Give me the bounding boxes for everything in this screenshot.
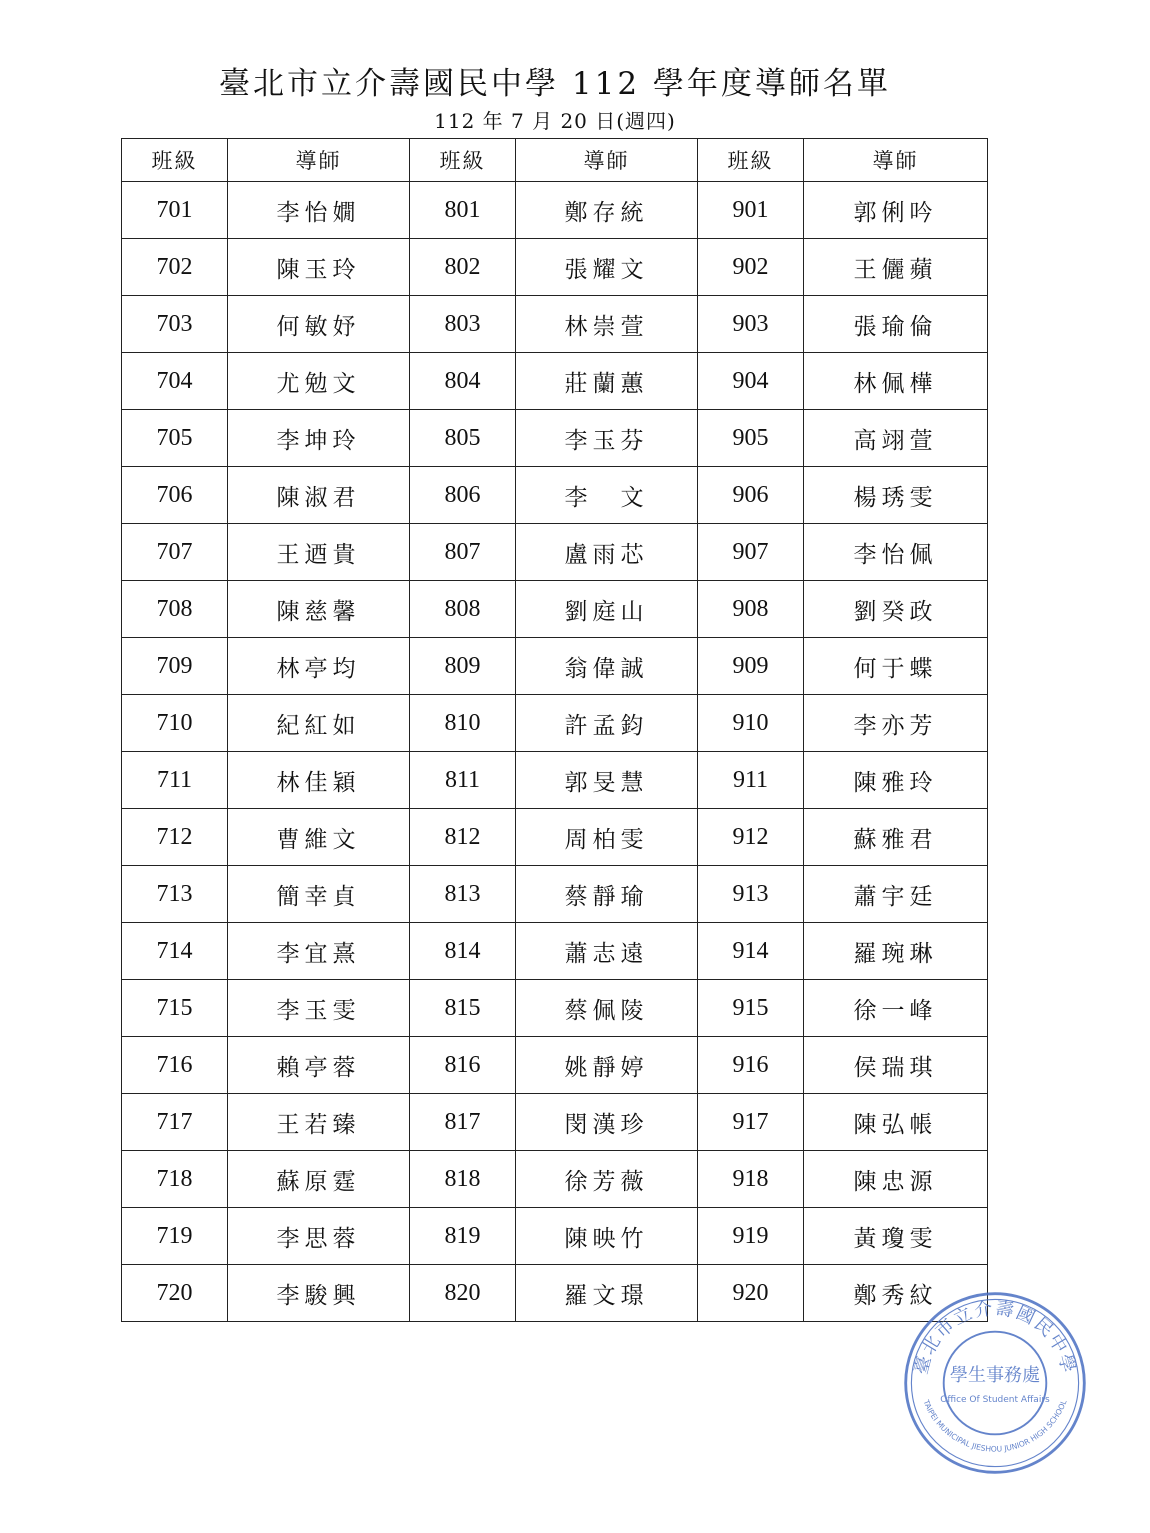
- teacher-name-cell: 王儷蘋: [804, 239, 988, 296]
- class-number-cell: 720: [122, 1265, 228, 1322]
- svg-text:TAIPEI MUNICIPAL JIESHOU JUNIO: [921, 1398, 1069, 1454]
- teacher-name-cell: 蘇原霆: [228, 1151, 410, 1208]
- class-number-cell: 805: [410, 410, 516, 467]
- class-number-cell: 707: [122, 524, 228, 581]
- table-body: [122, 182, 988, 1322]
- teacher-name-cell: 何于蝶: [804, 638, 988, 695]
- class-number-cell: 807: [410, 524, 516, 581]
- teacher-name-cell: 王迺貴: [228, 524, 410, 581]
- table-row: [122, 1037, 988, 1094]
- seal-office-english: Office Of Student Affairs: [940, 1395, 1050, 1405]
- teacher-name-cell: 簡幸貞: [228, 866, 410, 923]
- table-row: [122, 581, 988, 638]
- teacher-name-cell: 高翊萱: [804, 410, 988, 467]
- teacher-name-cell: 蕭志遠: [516, 923, 698, 980]
- class-number-cell: 814: [410, 923, 516, 980]
- class-number-cell: 812: [410, 809, 516, 866]
- class-number-cell: 904: [698, 353, 804, 410]
- seal-office-name: 學生事務處: [949, 1365, 1041, 1387]
- teacher-name-cell: 徐一峰: [804, 980, 988, 1037]
- class-number-cell: 813: [410, 866, 516, 923]
- table-row: [122, 1208, 988, 1265]
- teacher-name-cell: 王若臻: [228, 1094, 410, 1151]
- class-number-cell: 806: [410, 467, 516, 524]
- class-number-cell: 910: [698, 695, 804, 752]
- teacher-name-cell: 李亦芳: [804, 695, 988, 752]
- table-row: [122, 809, 988, 866]
- class-number-cell: 914: [698, 923, 804, 980]
- class-number-cell: 918: [698, 1151, 804, 1208]
- class-number-cell: 716: [122, 1037, 228, 1094]
- table-row: [122, 524, 988, 581]
- teacher-name-cell: 鄭秀紋: [804, 1265, 988, 1322]
- class-number-cell: 719: [122, 1208, 228, 1265]
- teacher-name-cell: 許孟鈞: [516, 695, 698, 752]
- teacher-name-cell: 林佩樺: [804, 353, 988, 410]
- class-number-cell: 706: [122, 467, 228, 524]
- table-row: [122, 923, 988, 980]
- class-number-cell: 708: [122, 581, 228, 638]
- teacher-name-cell: 李玉芬: [516, 410, 698, 467]
- class-number-cell: 809: [410, 638, 516, 695]
- class-number-cell: 913: [698, 866, 804, 923]
- class-number-cell: 803: [410, 296, 516, 353]
- teacher-name-cell: 林亭均: [228, 638, 410, 695]
- teacher-name-cell: 林佳穎: [228, 752, 410, 809]
- header-teacher-9: 導師: [804, 139, 988, 182]
- teacher-name-cell: 郭俐吟: [804, 182, 988, 239]
- teacher-name-cell: 紀紅如: [228, 695, 410, 752]
- teacher-name-cell: 劉癸政: [804, 581, 988, 638]
- header-class-9: 班級: [698, 139, 804, 182]
- header-teacher-8: 導師: [516, 139, 698, 182]
- teacher-name-cell: 尤勉文: [228, 353, 410, 410]
- table-row: [122, 638, 988, 695]
- class-number-cell: 816: [410, 1037, 516, 1094]
- teacher-name-cell: 侯瑞琪: [804, 1037, 988, 1094]
- class-number-cell: 715: [122, 980, 228, 1037]
- class-number-cell: 820: [410, 1265, 516, 1322]
- class-number-cell: 713: [122, 866, 228, 923]
- page-title: 臺北市立介壽國民中學 112 學年度導師名單: [219, 66, 891, 102]
- teacher-name-cell: 閔漢珍: [516, 1094, 698, 1151]
- header-class-8: 班級: [410, 139, 516, 182]
- class-number-cell: 915: [698, 980, 804, 1037]
- teacher-name-cell: 李宜熹: [228, 923, 410, 980]
- class-number-cell: 711: [122, 752, 228, 809]
- table-row: [122, 467, 988, 524]
- teacher-name-cell: 羅文璟: [516, 1265, 698, 1322]
- student-affairs-office-seal: [900, 1288, 1090, 1478]
- teacher-name-cell: 陳映竹: [516, 1208, 698, 1265]
- teacher-name-cell: 翁偉誠: [516, 638, 698, 695]
- class-number-cell: 917: [698, 1094, 804, 1151]
- class-number-cell: 712: [122, 809, 228, 866]
- class-number-cell: 714: [122, 923, 228, 980]
- teacher-name-cell: 張瑜倫: [804, 296, 988, 353]
- teacher-name-cell: 姚靜婷: [516, 1037, 698, 1094]
- class-number-cell: 804: [410, 353, 516, 410]
- teacher-name-cell: 陳弘帳: [804, 1094, 988, 1151]
- class-number-cell: 701: [122, 182, 228, 239]
- class-number-cell: 810: [410, 695, 516, 752]
- class-number-cell: 702: [122, 239, 228, 296]
- class-number-cell: 718: [122, 1151, 228, 1208]
- table-row: [122, 695, 988, 752]
- teacher-name-cell: 羅琬琳: [804, 923, 988, 980]
- table-row: [122, 866, 988, 923]
- table-row: [122, 1265, 988, 1322]
- seal-english-name: TAIPEI MUNICIPAL JIESHOU JUNIOR HIGH SCHOOL: [921, 1398, 1069, 1454]
- teacher-name-cell: 蕭宇廷: [804, 866, 988, 923]
- seal-school-name: 臺北市立介壽國民中學: [910, 1298, 1080, 1377]
- table-row: [122, 980, 988, 1037]
- class-number-cell: 818: [410, 1151, 516, 1208]
- class-number-cell: 815: [410, 980, 516, 1037]
- teacher-name-cell: 鄭存統: [516, 182, 698, 239]
- teacher-name-cell: 蔡佩陵: [516, 980, 698, 1037]
- class-number-cell: 905: [698, 410, 804, 467]
- class-number-cell: 819: [410, 1208, 516, 1265]
- class-number-cell: 808: [410, 581, 516, 638]
- teacher-name-cell: 李玉雯: [228, 980, 410, 1037]
- class-number-cell: 911: [698, 752, 804, 809]
- class-number-cell: 909: [698, 638, 804, 695]
- document-date: 112 年 7 月 20 日(週四): [434, 109, 676, 133]
- class-number-cell: 709: [122, 638, 228, 695]
- teacher-name-cell: 何敏妤: [228, 296, 410, 353]
- teacher-name-cell: 陳雅玲: [804, 752, 988, 809]
- teacher-name-cell: 李怡佩: [804, 524, 988, 581]
- class-number-cell: 817: [410, 1094, 516, 1151]
- teacher-name-cell: 李 文: [516, 467, 698, 524]
- class-number-cell: 703: [122, 296, 228, 353]
- class-number-cell: 901: [698, 182, 804, 239]
- teacher-name-cell: 郭旻慧: [516, 752, 698, 809]
- teacher-name-cell: 曹維文: [228, 809, 410, 866]
- class-number-cell: 704: [122, 353, 228, 410]
- teacher-name-cell: 盧雨芯: [516, 524, 698, 581]
- teacher-name-cell: 黃瓊雯: [804, 1208, 988, 1265]
- teacher-name-cell: 陳玉玲: [228, 239, 410, 296]
- teacher-name-cell: 徐芳薇: [516, 1151, 698, 1208]
- header-class-7: 班級: [122, 139, 228, 182]
- table-row: [122, 353, 988, 410]
- table-header: [122, 139, 988, 182]
- table-row: [122, 752, 988, 809]
- class-number-cell: 912: [698, 809, 804, 866]
- class-number-cell: 903: [698, 296, 804, 353]
- class-number-cell: 717: [122, 1094, 228, 1151]
- teacher-name-cell: 陳淑君: [228, 467, 410, 524]
- header-row: [122, 139, 988, 182]
- teacher-name-cell: 周柏雯: [516, 809, 698, 866]
- teacher-name-cell: 李駿興: [228, 1265, 410, 1322]
- class-number-cell: 906: [698, 467, 804, 524]
- teacher-name-cell: 劉庭山: [516, 581, 698, 638]
- class-number-cell: 916: [698, 1037, 804, 1094]
- table-row: [122, 1094, 988, 1151]
- table-row: [122, 296, 988, 353]
- homeroom-teacher-table: [121, 138, 988, 1322]
- class-number-cell: 902: [698, 239, 804, 296]
- teacher-name-cell: 蘇雅君: [804, 809, 988, 866]
- teacher-name-cell: 蔡靜瑜: [516, 866, 698, 923]
- teacher-name-cell: 張耀文: [516, 239, 698, 296]
- class-number-cell: 919: [698, 1208, 804, 1265]
- teacher-name-cell: 莊蘭蕙: [516, 353, 698, 410]
- teacher-name-cell: 林崇萱: [516, 296, 698, 353]
- class-number-cell: 908: [698, 581, 804, 638]
- table-row: [122, 239, 988, 296]
- table-row: [122, 410, 988, 467]
- teacher-name-cell: 賴亭蓉: [228, 1037, 410, 1094]
- class-number-cell: 705: [122, 410, 228, 467]
- table-row: [122, 182, 988, 239]
- teacher-name-cell: 陳慈馨: [228, 581, 410, 638]
- table-row: [122, 1151, 988, 1208]
- class-number-cell: 802: [410, 239, 516, 296]
- teacher-name-cell: 李怡嫺: [228, 182, 410, 239]
- class-number-cell: 920: [698, 1265, 804, 1322]
- class-number-cell: 811: [410, 752, 516, 809]
- class-number-cell: 710: [122, 695, 228, 752]
- teacher-name-cell: 楊琇雯: [804, 467, 988, 524]
- teacher-name-cell: 陳忠源: [804, 1151, 988, 1208]
- class-number-cell: 801: [410, 182, 516, 239]
- teacher-name-cell: 李坤玲: [228, 410, 410, 467]
- teacher-name-cell: 李思蓉: [228, 1208, 410, 1265]
- class-number-cell: 907: [698, 524, 804, 581]
- header-teacher-7: 導師: [228, 139, 410, 182]
